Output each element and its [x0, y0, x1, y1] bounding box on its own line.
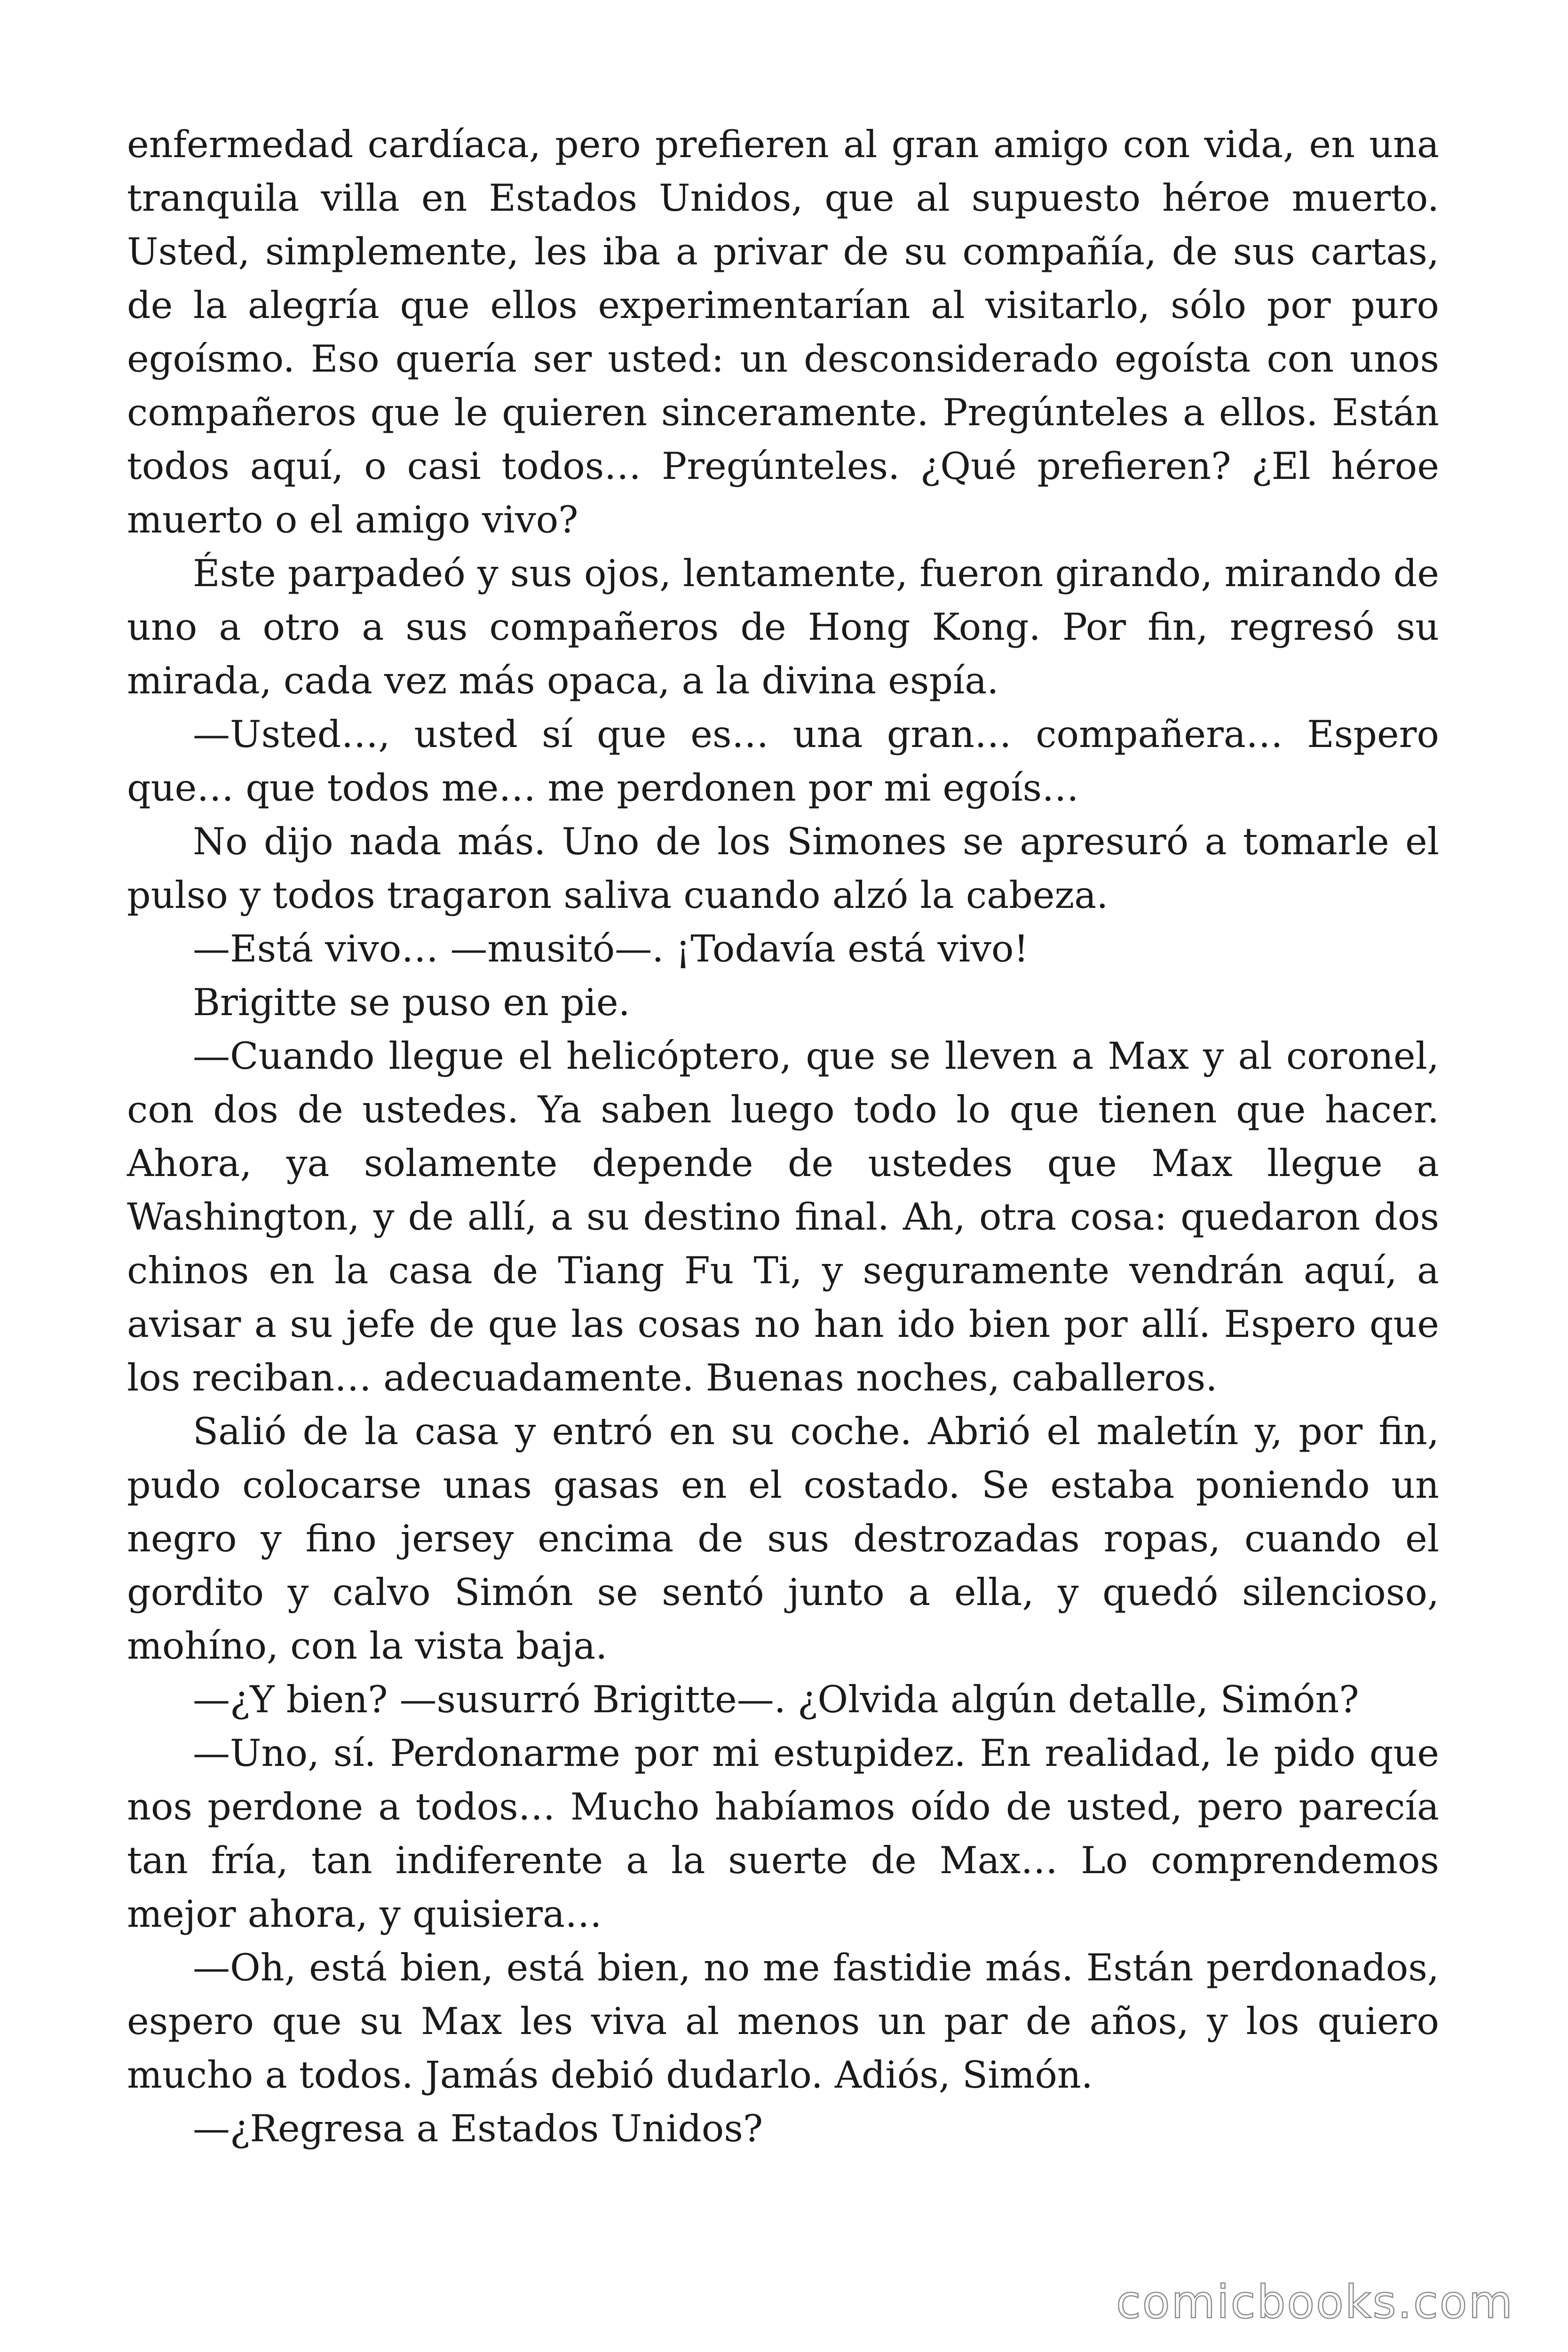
dialogue-paragraph: —Uno, sí. Perdonarme por mi estupidez. En realidad, le pido que nos perdone a todos… Mucho habíamos oído de usted, pero parecía tan fría, tan indiferente a la suerte de Max… Lo comprendemos mejor ahora, y quisiera…	[127, 1732, 1439, 1936]
watermark-text: comicbooks.com	[1116, 2276, 1514, 2328]
dialogue-paragraph: —¿Regresa a Estados Unidos?	[193, 2107, 763, 2150]
dialogue-paragraph: —Cuando llegue el helicóptero, que se lleven a Max y al coronel, con dos de ustedes. Ya saben luego todo lo que tienen que hacer. Ahora, ya solamente depende de ustedes que Max llegue a Washington, y de allí, a su destino final. Ah, otra cosa: quedaron dos chinos en la casa de Tiang Fu Ti, y seguramente vendrán aquí, a avisar a su jefe de que las cosas no han ido bien por allí. Espero que los reciban… adecuadamente. Buenas noches, caballeros.	[127, 1034, 1439, 1399]
paragraph-continuation: enfermedad cardíaca, pero prefieren al gran amigo con vida, en una tranquila villa en Estados Unidos, que al supuesto héroe muerto. Usted, simplemente, les iba a privar de su compañía, de sus cartas, de la alegría que ellos experimentarían al visitarlo, sólo por puro egoísmo. Eso quería ser usted: un desconsiderado egoísta con unos compañeros que le quieren sinceramente. Pregúnteles a ellos. Están todos aquí, o casi todos… Pregúnteles. ¿Qué prefieren? ¿El héroe muerto o el amigo vivo?	[127, 123, 1439, 541]
dialogue-paragraph: —Está vivo… —musitó—. ¡Todavía está vivo!	[193, 927, 1029, 970]
dialogue-paragraph: —Oh, está bien, está bien, no me fastidie más. Están perdonados, espero que su Max les viva al menos un par de años, y los quiero mucho a todos. Jamás debió dudarlo. Adiós, Simón.	[127, 1946, 1439, 2097]
paragraph: Brigitte se puso en pie.	[193, 981, 630, 1024]
paragraph: No dijo nada más. Uno de los Simones se apresuró a tomarle el pulso y todos tragaron saliva cuando alzó la cabeza.	[127, 820, 1439, 917]
paragraph: Salió de la casa y entró en su coche. Abrió el maletín y, por fin, pudo colocarse unas gasas en el costado. Se estaba poniendo un negro y fino jersey encima de sus destrozadas ropas, cuando el gordito y calvo Simón se sentó junto a ella, y quedó silencioso, mohíno, con la vista baja.	[127, 1410, 1439, 1668]
dialogue-paragraph: —Usted…, usted sí que es… una gran… compañera… Espero que… que todos me… me perdonen por mi egoís…	[127, 713, 1439, 810]
paragraph: Éste parpadeó y sus ojos, lentamente, fueron girando, mirando de uno a otro a sus compañeros de Hong Kong. Por fin, regresó su mirada, cada vez más opaca, a la divina espía.	[127, 552, 1439, 702]
dialogue-paragraph: —¿Y bien? —susurró Brigitte—. ¿Olvida algún detalle, Simón?	[193, 1678, 1359, 1721]
body-text	[127, 118, 1439, 2155]
